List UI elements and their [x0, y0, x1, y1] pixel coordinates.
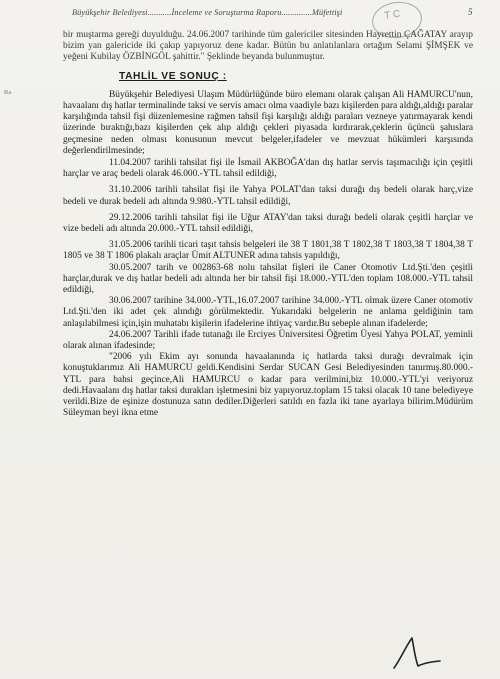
- paragraph-statement-quote: "2006 yılı Ekim ayı sonunda havaalanında iç hatlarda taksi durağı devralmak için konuştuklarımız Ali HAMURCU geldi.Kendisini Serdar SUCAN Gesi Belediyesinden tanırmış.80.000.-YTL para bahsi geçince,Ali HAMURCU o kadar para verilmini,biz 10.000.-YTL'yi veriyoruz dedi.Havaalanı dış hatlar taksi durakları işletmesini biz yapıyoruz.toplam 15 taksi olacak 10 tane belediyeye verildi.Bize de eşinize dostunuza satın dediler.Diğerleri satıldı en fazla iki tane ayarlaya bilirim.Müdürüm Süleyman beyi ikna etme: [63, 352, 473, 419]
- header-title: Büyükşehir Belediyesi...........İnceleme ve Soruşturma Raporu..............Müfettişi: [72, 8, 343, 17]
- paragraph-summary: Büyükşehir Belediyesi Ulaşım Müdürlüğünde büro elemanı olarak çalışan Ali HAMURCU'nun, havaalanı dış hatlar terminalinde taksi ve servis amacı olma vaadiyle bazı kişilerden para aldığı,aldığı paralar karşılığında tahsil fişi düzenlemesine rağmen tahsil fişi karşılığı aldığı paraları vezneye yatırmayarak kendi üzerinde bıraktığı,bazı kişilerden çek alıp aldığı çekleri piyasada kırdırarak,çeklerin üçüncü şahıslara geçmesine neden olması konusunun mevcut belgeler,ifadeler ve mevzuat hükümleri karşısında değerlendirilmesinde;: [63, 89, 473, 156]
- paragraph-akboga: 11.04.2007 tarihli tahsilat fişi ile İsmail AKBOĞA'dan dış hatlar servis taşımacılığı için çeşitli harçlar ve araç bedeli olarak 46.000.-YTL tahsil edildiği,: [63, 158, 473, 180]
- margin-note: Ra: [4, 89, 12, 96]
- paragraph-polat: 31.10.2006 tarihli tahsilat fişi ile Yahya POLAT'dan taksi durağı dış bedeli olarak harç,vize bedeli ve durak bedeli adı altında 9.980.-YTL tahsil edildiği,: [63, 185, 473, 207]
- document-body: [63, 30, 473, 420]
- handwritten-signature: [388, 634, 446, 674]
- paragraph-statement-intro: 24.06.2007 Tarihli ifade tutanağı ile Erciyes Üniversitesi Öğretim Üyesi Yahya POLAT, yeminli olarak alınan ifadesinde;: [63, 329, 473, 352]
- paragraph-caner-receipts: 30.05.2007 tarih ve 002863-68 nolu tahsilat fişleri ile Caner Otomotiv Ltd.Şti.'den çeşitli harçlar,durak ve dış hatlar bedeli adı altında her bir tahsil fişi 18.000.-YTL'den toplam 108.000.-YTL tahsil edildiği,: [63, 262, 473, 296]
- section-heading: TAHLİL VE SONUÇ :: [119, 70, 227, 82]
- paragraph-caner-checks: 30.06.2007 tarihine 34.000.-YTL,16.07.2007 tarihine 34.000.-YTL olmak üzere Caner otomotiv Ltd.Şti.'den iki adet çek alındığı görülmektedir. Yukarıdaki belgelerin ne anlama geldiğinin tam anlaşılabilmesi için,işin muhatabı kişilerin ifadelerine ihtiyaç vardır.Bu sebeple alınan ifadelerde;: [63, 296, 473, 329]
- intro-paragraph: bir muştarma gereği duyulduğu. 24.06.2007 tarihinde tüm galericiler sitesinden Hayrettin ÇAĞATAY arayıp bizim yan galericide iki çakıp yapıyoruz dene kadar. Bütün bu anlatılanlara ortağım Selami ŞİMŞEK ve yeğeni Kubilay ÖZBİNGÖL şahittir." Şeklinde beyanda bulunmuştur.: [63, 30, 473, 63]
- stamp-text: T C: [383, 8, 401, 22]
- paragraph-atay: 29.12.2006 tarihli tahsilat fişi ile Uğur ATAY'dan taksi durağı bedeli olarak çeşitli harçlar ve vize bedeli adı altında 20.000.-YTL tahsil edildiği,: [63, 212, 473, 235]
- page-number: 5: [468, 7, 473, 17]
- signature-mark: [388, 634, 446, 674]
- page-header: [0, 4, 500, 20]
- paragraph-altuner: 31.05.2006 tarihli ticari taşıt tahsis belgeleri ile 38 T 1801,38 T 1802,38 T 1803,38 T 1804,38 T 1805 ve 38 T 1806 plakalı araçlar Ümit ALTUNER adına tahsis yapıldığı,: [63, 240, 473, 262]
